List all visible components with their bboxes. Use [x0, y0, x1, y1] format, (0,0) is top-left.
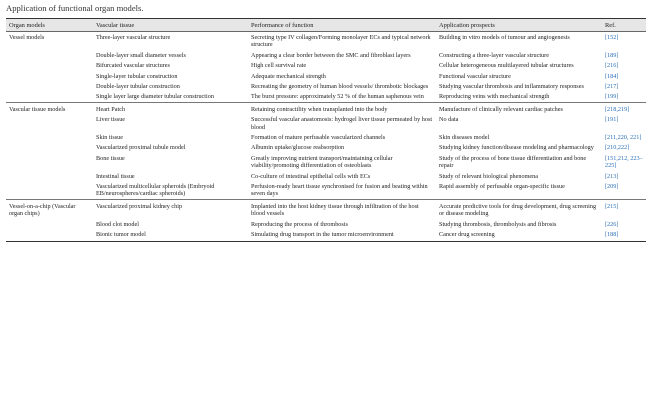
- table-row: [6, 31, 646, 49]
- table-row: [6, 153, 646, 171]
- table-row: [6, 132, 646, 142]
- performance-cell: Greatly improving nutrient transport/maintaining cellular viability/promoting differentiation of osteoblasts: [251, 154, 393, 170]
- organ-model-cell: [6, 181, 93, 199]
- vascular-tissue-cell: Double-layer tubular construction: [96, 82, 180, 90]
- organ-model-cell: [6, 114, 93, 132]
- table-header: [6, 19, 646, 32]
- ref-link[interactable]: [213]: [605, 172, 619, 180]
- organ-model-cell: Vessel models: [9, 33, 45, 41]
- table-row: [6, 81, 646, 91]
- ref-link[interactable]: [152]: [605, 33, 619, 41]
- ref-link[interactable]: [188]: [602, 229, 646, 242]
- header-performance: Performance of function: [248, 19, 436, 32]
- table-row: [6, 102, 646, 114]
- vascular-tissue-cell: Double-layer small diameter vessels: [96, 51, 186, 59]
- ref-link[interactable]: [215]: [602, 199, 646, 218]
- vascular-tissue-cell: Single layer large diameter tubular construction: [96, 93, 214, 101]
- organ-model-cell: [6, 171, 93, 181]
- application-prospects-cell: Cellular heterogeneous multilayered tubular structures: [439, 62, 574, 70]
- performance-cell: Formation of mature perfusable vascularized channels: [251, 133, 386, 141]
- application-prospects-cell: Reproducing veins with mechanical strength: [439, 93, 550, 101]
- vascular-tissue-cell: Single-layer tubular construction: [96, 72, 178, 80]
- application-prospects-cell: Manufacture of clinically relevant cardiac patches: [436, 102, 602, 114]
- organ-model-cell: [6, 91, 93, 102]
- vascular-tissue-cell: Vascularized proximal tubule model: [96, 144, 186, 152]
- performance-cell: Adequate mechanical strength: [251, 72, 326, 80]
- application-prospects-cell: Constructing a three-layer vascular structure: [439, 51, 549, 59]
- table-body: [6, 31, 646, 242]
- table-row: [6, 142, 646, 152]
- ref-link[interactable]: [151,212, 223–225]: [605, 154, 643, 170]
- performance-cell: Retaining contractility when transplanted into the body: [248, 102, 436, 114]
- organ-model-cell: Vascular tissue models: [6, 102, 93, 114]
- ref-link[interactable]: [209]: [605, 183, 619, 190]
- vascular-tissue-cell: Heart Patch: [93, 102, 248, 114]
- table-row: [6, 199, 646, 218]
- performance-cell: Appearing a clear border between the SMC and fibroblast layers: [251, 51, 411, 59]
- application-prospects-cell: Skin diseases model: [439, 133, 490, 141]
- performance-cell: Reproducing the process of thrombosis: [251, 220, 348, 228]
- vascular-tissue-cell: Three-layer vascular structure: [96, 33, 171, 41]
- vascular-tissue-cell: Vascularized proximal kidney chip: [93, 199, 248, 218]
- vascular-tissue-cell: Vascularized multicellular spheroids (Embryoid EB/neurospheres/cardiac spheroids): [96, 183, 215, 198]
- header-vascular-tissue: Vascular tissue: [93, 19, 248, 32]
- performance-cell: High cell survival rate: [251, 62, 307, 70]
- application-prospects-cell: Study of relevant biological phenomena: [439, 172, 538, 180]
- vascular-tissue-cell: Liver tissue: [96, 116, 126, 124]
- application-prospects-cell: Studying kidney function/disease modeling and pharmacology: [439, 144, 594, 152]
- header-application-prospects: Application prospects: [436, 19, 602, 32]
- ref-link[interactable]: [216]: [605, 62, 619, 70]
- table-caption: Application of functional organ models.: [6, 3, 144, 13]
- application-prospects-cell: Study of the process of bone tissue differentiation and bone repair: [439, 154, 587, 170]
- header-row: [6, 19, 646, 32]
- ref-link[interactable]: [199]: [605, 93, 619, 101]
- table-row: [6, 60, 646, 70]
- application-prospects-cell: Functional vascular structure: [439, 72, 511, 80]
- table-row: [6, 91, 646, 102]
- organ-model-cell: [6, 153, 93, 171]
- table-row: [6, 229, 646, 242]
- application-prospects-cell: Building in vitro models of tumour and angiogenesis: [439, 33, 570, 41]
- organ-model-cell: [6, 71, 93, 81]
- performance-cell: Simulating drug transport in the tumor microenvironment: [248, 229, 436, 242]
- application-prospects-cell: Cancer drug screening: [436, 229, 602, 242]
- application-prospects-cell: Studying thrombosis, thrombolysis and fibrosis: [439, 220, 557, 228]
- ref-link[interactable]: [189]: [605, 51, 619, 59]
- vascular-tissue-cell: Intestinal tissue: [96, 172, 135, 180]
- ref-link[interactable]: [184]: [605, 72, 619, 80]
- performance-cell: Recreating the geometry of human blood vessels/ thrombotic blockages: [251, 82, 429, 90]
- ref-link[interactable]: [217]: [605, 82, 619, 90]
- performance-cell: Perfusion-ready heart tissue synchronised for fusion and beating within seven days: [251, 183, 428, 198]
- performance-cell: Albumin uptake/glucose reabsorption: [251, 144, 345, 152]
- ref-link[interactable]: [226]: [605, 220, 619, 228]
- organ-model-cell: [6, 229, 93, 242]
- table-row: [6, 114, 646, 132]
- header-organ-models: Organ models: [6, 19, 93, 32]
- table-row: [6, 181, 646, 199]
- performance-cell: Secreting type IV collagen/Forming monolayer ECs and typical network structure: [251, 33, 431, 49]
- ref-link[interactable]: [191]: [605, 116, 619, 124]
- table-row: [6, 71, 646, 81]
- organ-model-cell: [6, 50, 93, 60]
- table-row: [6, 50, 646, 60]
- ref-link[interactable]: [211,220, 221]: [605, 133, 642, 141]
- performance-cell: The burst pressure: approximately 52 % of the human saphenous vein: [251, 93, 424, 101]
- organ-model-cell: [6, 142, 93, 152]
- vascular-tissue-cell: Bionic tumor model: [93, 229, 248, 242]
- performance-cell: Successful vascular anastomosis: hydrogel liver tissue permeated by host blood: [251, 116, 433, 131]
- table-row: [6, 219, 646, 229]
- vascular-tissue-cell: Bone tissue: [96, 154, 125, 162]
- application-prospects-cell: Rapid assembly of perfusable organ-specific tissue: [439, 183, 565, 190]
- ref-link[interactable]: [210,222]: [605, 144, 630, 152]
- organ-model-cell: [6, 132, 93, 142]
- application-prospects-cell: No data: [439, 116, 459, 124]
- organ-model-cell: [6, 81, 93, 91]
- organ-model-cell: [6, 219, 93, 229]
- organ-model-cell: [6, 60, 93, 70]
- vascular-tissue-cell: Blood clot model: [96, 220, 139, 228]
- ref-link[interactable]: [218,219]: [602, 102, 646, 114]
- performance-cell: Co-culture of intestinal epithelial cells with ECs: [251, 172, 371, 180]
- organ-models-table: [6, 18, 646, 242]
- organ-model-cell: Vessel-on-a-chip (Vascular organ chips): [6, 199, 93, 218]
- vascular-tissue-cell: Bifurcated vascular structures: [96, 62, 170, 70]
- table-row: [6, 171, 646, 181]
- header-ref: Ref.: [602, 19, 646, 32]
- vascular-tissue-cell: Skin tissue: [96, 133, 123, 141]
- application-prospects-cell: Accurate predictive tools for drug development, drug screening or disease modeling: [436, 199, 602, 218]
- performance-cell: Implanted into the host kidney tissue through infiltration of the host blood vessels: [248, 199, 436, 218]
- application-prospects-cell: Studying vascular thrombosis and inflammatory responses: [439, 82, 584, 90]
